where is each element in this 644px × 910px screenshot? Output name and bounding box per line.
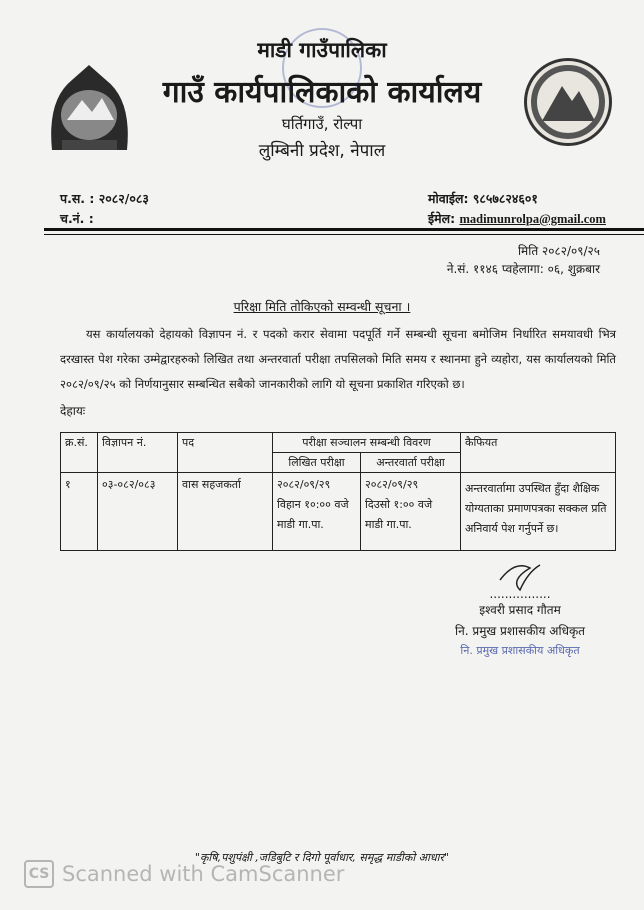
interview-date: २०८२/०९/२९ (365, 478, 419, 491)
dehaya-label: देहायः (60, 404, 86, 418)
email-line (428, 210, 606, 227)
header-divider (44, 228, 644, 231)
header-exam-details: परीक्षा सञ्चालन सम्बन्धी विवरण (273, 433, 461, 453)
designation-stamp: नि. प्रमुख प्रशासकीय अधिकृत (460, 644, 580, 657)
email-label: ईमेल: (428, 211, 456, 226)
date-ns: ने.सं. ११४६ प्वहेलागा: ०६, शुक्रबार (446, 262, 600, 276)
interview-time: दिउसो १:०० वजे (365, 498, 433, 511)
header-written: लिखित परीक्षा (273, 453, 361, 473)
notice-body: यस कार्यालयको देहायको विज्ञापन नं. र पदको करार सेवामा पदपूर्ति गर्ने सम्बन्धी सूचना बमोजिम निर्धारित समयावधी भित्र दरखास्त पेश गरेका उम्मेद्वारहरुको लिखित तथा अन्तरवार्ता परीक्षा तपसिलको मिति समय र स्थानमा हुने व्यहोरा, यस कार्यालयको मिति २०८२/०९/२५ को निर्णयानुसार सम्बन्धित सबैको जानकारीको लागि यो सूचना प्रकाशित गरिएको छ। (60, 327, 616, 391)
mobile-number: मोवाईल: ९८५७८२४६०१ (428, 191, 538, 206)
cell-interview (361, 473, 461, 551)
office-name: गाउँ कार्यपालिकाको कार्यालय (162, 75, 482, 110)
signature-dots: ................ (489, 587, 551, 601)
cell-sn: १ (61, 473, 98, 551)
office-province: लुम्बिनी प्रदेश, नेपाल (258, 141, 386, 161)
header-divider-thin (44, 234, 644, 235)
cell-written (273, 473, 361, 551)
header-interview: अन्तरवार्ता परीक्षा (361, 453, 461, 473)
cell-post: वास सहजकर्ता (178, 473, 273, 551)
signatory-name: इश्वरी प्रसाद गौतम (479, 603, 561, 617)
written-time: विहान १०:०० वजे (277, 498, 349, 511)
cell-remarks: अन्तरवार्तामा उपस्थित हुँदा शैक्षिक योग्यताका प्रमाणपत्रका सक्कल प्रति अनिवार्य पेश गर्नुपर्ने छ। (461, 473, 616, 551)
letter-ref-number: प.स. : २०८२/०८३ (60, 191, 149, 206)
date-bs: मिति २०८२/०९/२५ (517, 244, 600, 258)
signatory-designation: नि. प्रमुख प्रशासकीय अधिकृत (454, 624, 586, 638)
interview-venue: माडी गा.पा. (365, 518, 412, 531)
header-post: पद (178, 433, 273, 473)
municipality-name: माडी गाउँपालिका (257, 38, 387, 62)
watermark-text: Scanned with CamScanner (62, 862, 345, 886)
written-venue: माडी गा.पा. (277, 518, 324, 531)
office-address: घर्तिगाउँ, रोल्पा (281, 115, 363, 133)
table-row (61, 473, 616, 551)
dispatch-number: च.नं. : (60, 211, 94, 226)
written-date: २०८२/०९/२९ (277, 478, 331, 491)
signature-block (430, 560, 610, 658)
header-remarks: कैफियत (461, 433, 616, 473)
camscanner-logo-icon: CS (24, 860, 54, 888)
email-link[interactable]: madimunrolpa@gmail.com (459, 212, 606, 226)
header-ad-no: विज्ञापन नं. (98, 433, 178, 473)
cell-ad-no: ०३-०८२/०८३ (98, 473, 178, 551)
camscanner-watermark (24, 860, 344, 888)
notice-title: परिक्षा मिति तोकिएको सम्वन्धी सूचना । (233, 299, 411, 314)
footer-slogan: "कृषि,पशुपंक्षी ,जडिबुटि र दिगो पूर्वाधार, समृद्ध माडीको आधार" (194, 851, 450, 864)
header-sn: क्र.सं. (61, 433, 98, 473)
exam-schedule-table (60, 432, 616, 551)
